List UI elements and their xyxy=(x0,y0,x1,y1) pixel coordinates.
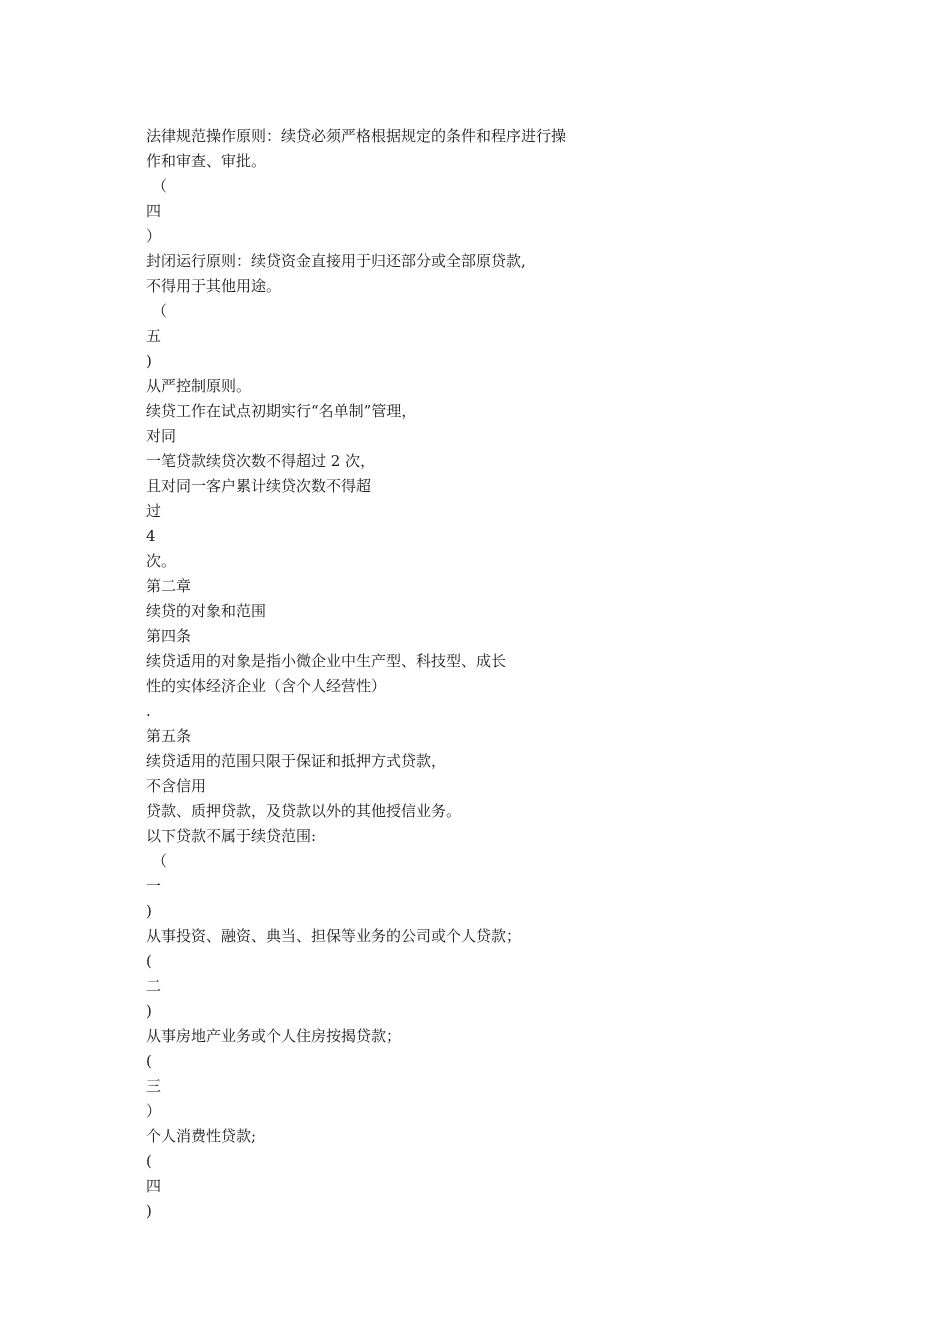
text-line: ) xyxy=(146,902,152,920)
text-line: ( xyxy=(146,1152,152,1170)
text-line: 对同 xyxy=(146,427,177,445)
text-line: ( xyxy=(146,1052,152,1070)
text-line: ） xyxy=(146,227,162,245)
text-line: （ xyxy=(152,302,168,320)
text-line: 封闭运行原则：续贷资金直接用于归还部分或全部原贷款, xyxy=(146,252,526,270)
text-line: 4 xyxy=(146,527,156,545)
text-line: 且对同一客户累计续贷次数不得超 xyxy=(146,477,372,495)
text-line: 四 xyxy=(146,202,162,220)
text-line: 从事房地产业务或个人住房按揭贷款； xyxy=(146,1027,402,1045)
text-line: 不含信用 xyxy=(146,777,207,795)
chapter-heading: 第二章 xyxy=(146,577,192,595)
text-line: ) xyxy=(146,1202,152,1220)
text-line: 三 xyxy=(146,1077,162,1095)
text-line: 从严控制原则。 xyxy=(146,377,252,395)
text-line: 五 xyxy=(146,327,162,345)
text-line: 过 xyxy=(146,502,162,520)
text-line: 续贷工作在试点初期实行“名单制”管理， xyxy=(146,402,417,420)
text-line: （ xyxy=(152,852,168,870)
text-line: 不得用于其他用途。 xyxy=(146,277,282,295)
text-line: ) xyxy=(146,1002,152,1020)
text-line: 性的实体经济企业（含个人经营性） xyxy=(146,677,387,695)
text-line: 一 xyxy=(146,877,162,895)
text-line: 一笔贷款续贷次数不得超过 2 次， xyxy=(146,452,376,470)
text-line: 续贷适用的对象是指小微企业中生产型、科技型、成长 xyxy=(146,652,507,670)
text-line: （ xyxy=(152,177,168,195)
chapter-title: 续贷的对象和范围 xyxy=(146,602,267,620)
text-line: 二 xyxy=(146,977,162,995)
text-line: 作和审查、审批。 xyxy=(146,152,267,170)
text-line: ( xyxy=(146,952,152,970)
text-line: 法律规范操作原则：续贷必须严格根据规定的条件和程序进行操 xyxy=(146,127,567,145)
text-line: ） xyxy=(146,1102,162,1120)
text-line: ) xyxy=(146,352,152,370)
article-heading: 第五条 xyxy=(146,727,192,745)
text-line: 续贷适用的范围只限于保证和抵押方式贷款， xyxy=(146,752,447,770)
text-line: 贷款、质押贷款，及贷款以外的其他授信业务。 xyxy=(146,802,462,820)
text-line: 以下贷款不属于续贷范围: xyxy=(146,827,317,845)
text-line: 从事投资、融资、典当、担保等业务的公司或个人贷款； xyxy=(146,927,522,945)
text-line: 四 xyxy=(146,1177,162,1195)
text-line: 个人消费性贷款; xyxy=(146,1127,257,1145)
article-heading: 第四条 xyxy=(146,627,192,645)
document-body xyxy=(146,124,866,1224)
text-line: . xyxy=(146,702,151,720)
text-line: 次。 xyxy=(146,552,177,570)
